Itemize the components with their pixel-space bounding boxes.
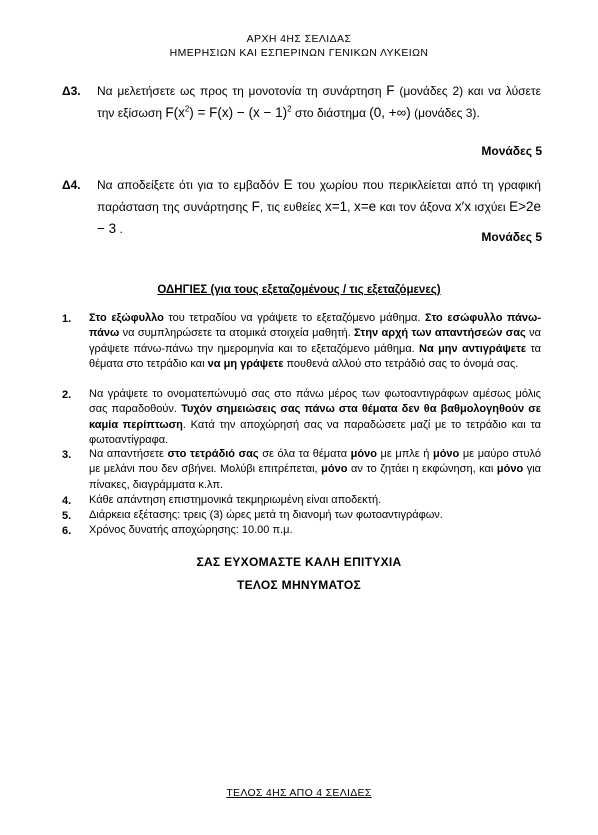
instruction-emphasis: Τυχόν σημειώσεις σας πάνω στα θέματα δεν θα βαθμολογηθούν σε καμία περίπτωση (89, 403, 541, 431)
page-header-line1: ΑΡΧΗ 4ΗΣ ΣΕΛΙΔΑΣ (246, 33, 352, 45)
instruction-text: με μπλε ή (376, 448, 433, 460)
question-d3-text: Να μελετήσετε ως προς τη μονοτονία τη συνάρτηση F (μονάδες 2) και να λύσετε την εξίσωση $F(x^2) = F(x) - (x - 1)^2$ στο διάστημα (0, +∞) (μονάδες 3). (97, 83, 541, 120)
instruction-text: σε όλα τα θέματα (258, 448, 351, 460)
instruction-emphasis: Στο εσώφυλλο πάνω-πάνω (89, 312, 542, 340)
instruction-item-2 (89, 387, 541, 448)
closing-end-message: ΤΕΛΟΣ ΜΗΝΥΜΑΤΟΣ (236, 578, 362, 592)
instruction-emphasis: μόνο (496, 463, 524, 476)
instruction-text: τα θέματα στο τετράδιο και (89, 342, 541, 370)
instruction-item-1 (89, 311, 541, 372)
instruction-number: 1. (62, 313, 72, 325)
instruction-emphasis: να μη γράψετε (207, 357, 284, 370)
instruction-text: Να γράψετε το ονοματεπώνυμό σας στο πάνω μέρος των φωτοαντιγράφων αμέσως μόλις σας παραδοθούν. (89, 388, 541, 416)
instruction-number: 6. (62, 525, 72, 537)
instruction-item-5 (89, 508, 541, 523)
question-d4-text: Να αποδείξετε ότι για το εμβαδόν E του χωρίου που περικλείεται από τη γραφική παράσταση της συνάρτησης F, τις ευθείες x=1, x=e και τον άξονα x′x ισχύει E>2e − 3 . (97, 177, 541, 236)
question-d3-points: Μονάδες 5 (481, 144, 542, 158)
instruction-number: 3. (62, 449, 72, 461)
instruction-item-3 (89, 447, 541, 493)
instruction-text: Κάθε απάντηση επιστημονικά τεκμηριωμένη είναι αποδεκτή. (89, 494, 382, 506)
instruction-item-4 (89, 493, 541, 508)
instructions-title: ΟΔΗΓΙΕΣ (για τους εξεταζομένους / τις εξεταζόμενες) (157, 284, 441, 296)
instruction-number: 2. (62, 389, 72, 401)
instruction-emphasis: Στην αρχή των απαντήσεών σας (354, 327, 526, 340)
question-d4-label: Δ4. (62, 178, 81, 192)
instruction-item-6 (89, 523, 541, 538)
page-header-line2: ΗΜΕΡΗΣΙΩΝ ΚΑΙ ΕΣΠΕΡΙΝΩΝ ΓΕΝΙΚΩΝ ΛΥΚΕΙΩΝ (169, 47, 429, 59)
instruction-emphasis: Στο εξώφυλλο (89, 312, 164, 324)
instruction-text: Διάρκεια εξέτασης: τρεις (3) ώρες μετά τη διανομή των φωτοαντιγράφων. (89, 509, 443, 521)
instruction-text: Να απαντήσετε (89, 448, 168, 460)
instruction-emphasis: μόνο (321, 463, 348, 476)
instruction-emphasis: μόνο (432, 448, 460, 460)
instruction-text: του τετραδίου να γράψετε το εξεταζόμενο μάθημα. (163, 312, 426, 324)
instruction-number: 5. (62, 510, 72, 522)
question-d4-points: Μονάδες 5 (481, 230, 542, 244)
instruction-number: 4. (62, 495, 72, 507)
instruction-emphasis: Να μην αντιγράψετε (419, 342, 527, 355)
instruction-emphasis: στο τετράδιό σας (167, 448, 259, 460)
closing-wish: ΣΑΣ ΕΥΧΟΜΑΣΤΕ ΚΑΛΗ ΕΠΙΤΥΧΙΑ (196, 555, 402, 569)
instruction-text: . Κατά την αποχώρησή σας να παραδώσετε μαζί με το τετράδιο και τα φωτοαντίγραφα. (89, 418, 541, 446)
instruction-text: αν το ζητάει η εκφώνηση, και (347, 463, 497, 476)
instruction-text: για πίνακες, διαγράμματα κ.λπ. (89, 463, 542, 491)
instruction-emphasis: μόνο (350, 448, 377, 460)
instruction-text: να συμπληρώσετε τα ατομικά στοιχεία μαθητή. (119, 327, 354, 340)
instruction-text: με μαύρο στυλό με μελάνι που δεν σβήνει. Μολύβι επιτρέπεται, (89, 448, 541, 476)
instruction-text: να γράψετε πάνω-πάνω την ημερομηνία και το εξεταζόμενο μάθημα. (89, 327, 541, 355)
page-footer: ΤΕΛΟΣ 4ΗΣ ΑΠΟ 4 ΣΕΛΙΔΕΣ (226, 787, 372, 799)
question-d3-label: Δ3. (62, 84, 81, 98)
instruction-text: πουθενά αλλού στο τετράδιό σας το όνομά σας. (283, 357, 519, 370)
instruction-text: Χρόνος δυνατής αποχώρησης: 10.00 π.μ. (89, 524, 293, 536)
